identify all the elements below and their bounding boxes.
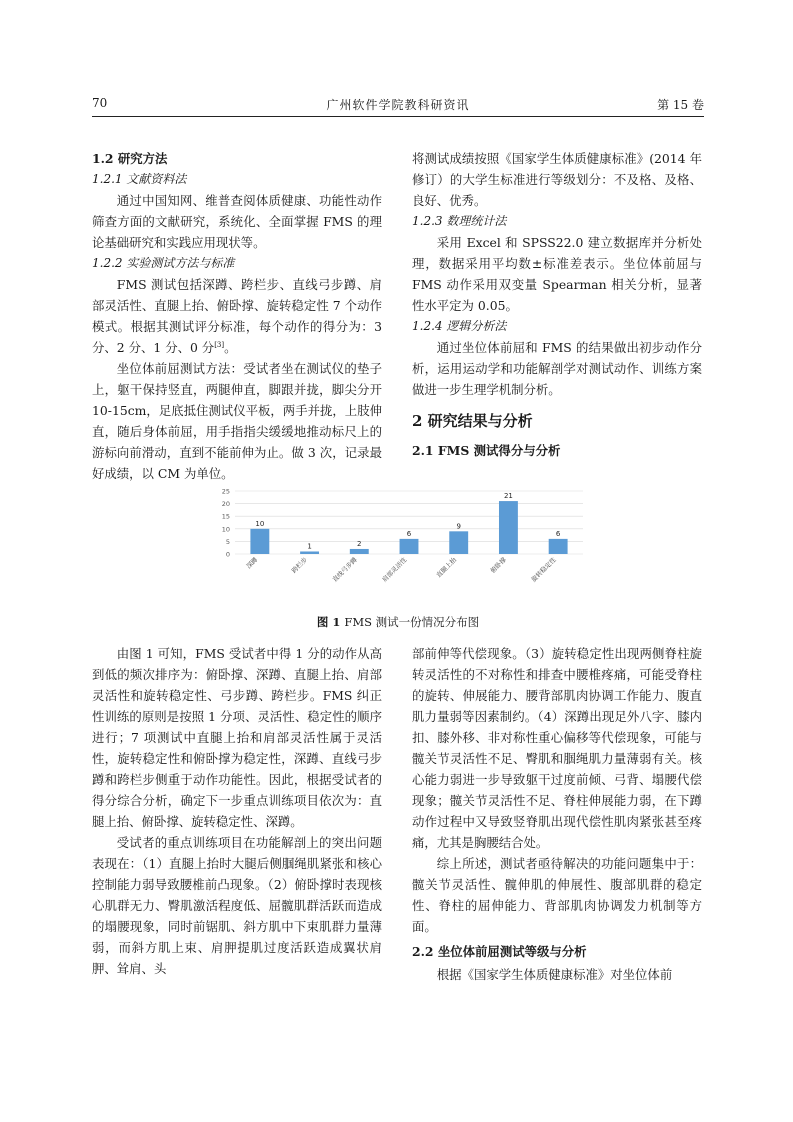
paragraph-compensation: 部前伸等代偿现象。（3）旋转稳定性出现两侧脊柱旋转灵活性的不对称性和排查中腰椎疼痛，可能受脊柱的旋转、伸展能力、腰背部肌肉协调工作能力、腹直肌力量弱等因素制约。（4）深蹲出现足外八字、膝内扣、膝外移、非对称性重心偏移等代偿现象，可能与髋关节灵活性不足、臀肌和腘绳肌力量薄弱有关。核心能力弱进一步导致躯干过度前倾、弓背、塌腰代偿现象；髋关节灵活性不足、脊柱伸展能力弱，在下蹲动作过程中又导致竖脊肌出现代偿性肌肉紧张甚至疼痛，尤其是胸腰结合处。 [412, 646, 702, 850]
category-label: 跨栏步 [290, 556, 309, 575]
bar [449, 531, 468, 554]
paragraph-fms-test-end: 。 [224, 340, 237, 355]
category-label: 直腿上抬 [435, 556, 459, 580]
category-label: 直线弓步蹲 [331, 556, 359, 584]
bar [350, 549, 369, 554]
bar-chart-svg [205, 486, 590, 604]
category-label: 深蹲 [245, 556, 260, 571]
figure-caption-text: FMS 测试一份情况分布图 [344, 615, 480, 629]
section-heading-2-2: 2.2 坐位体前屈测试等级与分析 [412, 944, 587, 959]
section-heading-1-2-3: 1.2.3 数理统计法 [412, 214, 507, 228]
section-heading-1-2-1: 1.2.1 文献资料法 [92, 172, 187, 186]
y-tick-label: 15 [221, 512, 230, 521]
category-label: 肩部灵活性 [381, 556, 409, 584]
data-label: 2 [357, 539, 362, 548]
paragraph-statistics: 采用 Excel 和 SPSS22.0 建立数据库并分析处理，数据采用平均数±标准差表示。坐位体前屈与 FMS 动作采用双变量 Spearman 相关分析，显著性水平定为 0.05。 [412, 235, 702, 313]
category-label: 俯卧撑 [489, 556, 508, 575]
journal-title: 广州软件学院教科研资讯 [326, 98, 470, 112]
paragraph-literature: 通过中国知网、维普查阅体质健康、功能性动作筛查方面的文献研究，系统化、全面掌握 FMS 的理论基础研究和实践应用现状等。 [92, 193, 382, 250]
paragraph-sit-reach-method: 坐位体前屈测试方法：受试者坐在测试仪的垫子上，躯干保持竖直，两腿伸直，脚跟并拢，脚尖分开 10-15cm，足底抵住测试仪平板，两手并拢，上肢伸直，随后身体前屈，用手指指尖缓缓地推动标尺上的游标向前滑动，直到不能前伸为止。做 3 次，记录最好成绩，以 CM 为单位。 [92, 361, 382, 481]
right-column-top [412, 148, 702, 463]
page-number: 70 [92, 96, 108, 110]
bar [499, 501, 518, 554]
paragraph-training-issues: 受试者的重点训练项目在功能解剖上的突出问题表现在：（1）直腿上抬时大腿后侧腘绳肌紧张和核心控制能力弱导致腰椎前凸现象。（2）俯卧撑时表现核心肌群无力、臀肌激活程度低、屈髋肌群活跃而造成的塌腰现象，同时前锯肌、斜方肌中下束肌群力量薄弱，而斜方肌上束、肩胛提肌过度活跃造成翼状肩胛、耸肩、头 [92, 835, 382, 976]
paragraph-grading: 将测试成绩按照《国家学生体质健康标准》(2014 年修订）的大学生标准进行等级划分：不及格、及格、良好、优秀。 [412, 151, 702, 208]
paragraph-fig1-analysis: 由图 1 可知，FMS 受试者中得 1 分的动作从高到低的频次排序为：俯卧撑、深蹲、直腿上抬、肩部灵活性和旋转稳定性、弓步蹲、跨栏步。FMS 纠正性训练的原则是按照 1 分项、灵活性、稳定性的顺序进行；7 项测试中直腿上抬和肩部灵活性属于灵活性，旋转稳定性和俯卧撑为稳定性，深蹲、直线弓步蹲和跨栏步侧重于动作功能性。因此，根据受试者的得分综合分析，确定下一步重点训练项目依次为：直腿上抬、俯卧撑、旋转稳定性、深蹲。 [92, 646, 382, 829]
running-header [92, 96, 704, 116]
section-heading-1-2-2: 1.2.2 实验测试方法与标准 [92, 256, 235, 270]
category-label: 旋转稳定性 [530, 556, 558, 584]
section-heading-2-1: 2.1 FMS 测试得分与分析 [412, 443, 561, 458]
paragraph-summary: 综上所述，测试者亟待解决的功能问题集中于：髋关节灵活性、髋伸肌的伸展性、腹部肌群的稳定性、脊柱的屈伸能力、背部肌肉协调发力机制等方面。 [412, 856, 702, 934]
bar [400, 539, 419, 554]
header-rule [92, 116, 704, 117]
left-column-top [92, 148, 382, 484]
paragraph-fms-test [92, 274, 382, 358]
data-label: 10 [255, 519, 265, 528]
y-tick-label: 0 [225, 550, 230, 559]
section-heading-1-2: 1.2 研究方法 [92, 151, 168, 166]
data-label: 1 [307, 542, 312, 551]
data-label: 6 [555, 529, 561, 538]
figure-label: 图 1 [316, 615, 341, 629]
figure-caption [92, 614, 704, 630]
figure-1-chart [205, 486, 590, 604]
paragraph-logic: 通过坐位体前屈和 FMS 的结果做出初步动作分析，运用运动学和功能解剖学对测试动作、训练方案做进一步生理学机制分析。 [412, 340, 702, 397]
bar [250, 529, 269, 554]
left-column-bottom [92, 643, 382, 979]
section-heading-2: 2 研究结果与分析 [412, 412, 533, 430]
y-tick-label: 25 [221, 487, 230, 496]
y-tick-label: 5 [225, 537, 230, 546]
section-heading-1-2-4: 1.2.4 逻辑分析法 [412, 319, 507, 333]
bar [549, 539, 568, 554]
y-tick-label: 20 [221, 500, 230, 509]
bar [300, 551, 319, 554]
paragraph-sit-reach-grading: 根据《国家学生体质健康标准》对坐位体前 [436, 967, 673, 982]
y-tick-label: 10 [221, 525, 230, 534]
data-label: 9 [456, 522, 461, 531]
right-column-bottom [412, 643, 702, 985]
volume-label: 第 15 卷 [657, 98, 704, 112]
data-label: 21 [503, 492, 513, 501]
data-label: 6 [406, 529, 412, 538]
citation-ref: [3] [214, 340, 225, 349]
paragraph-fms-test-text: FMS 测试包括深蹲、跨栏步、直线弓步蹲、肩部灵活性、直腿上抬、俯卧撑、旋转稳定性 7 个动作模式。根据其测试评分标准，每个动作的得分为：3 分、2 分、1 分、0 分 [92, 277, 382, 355]
